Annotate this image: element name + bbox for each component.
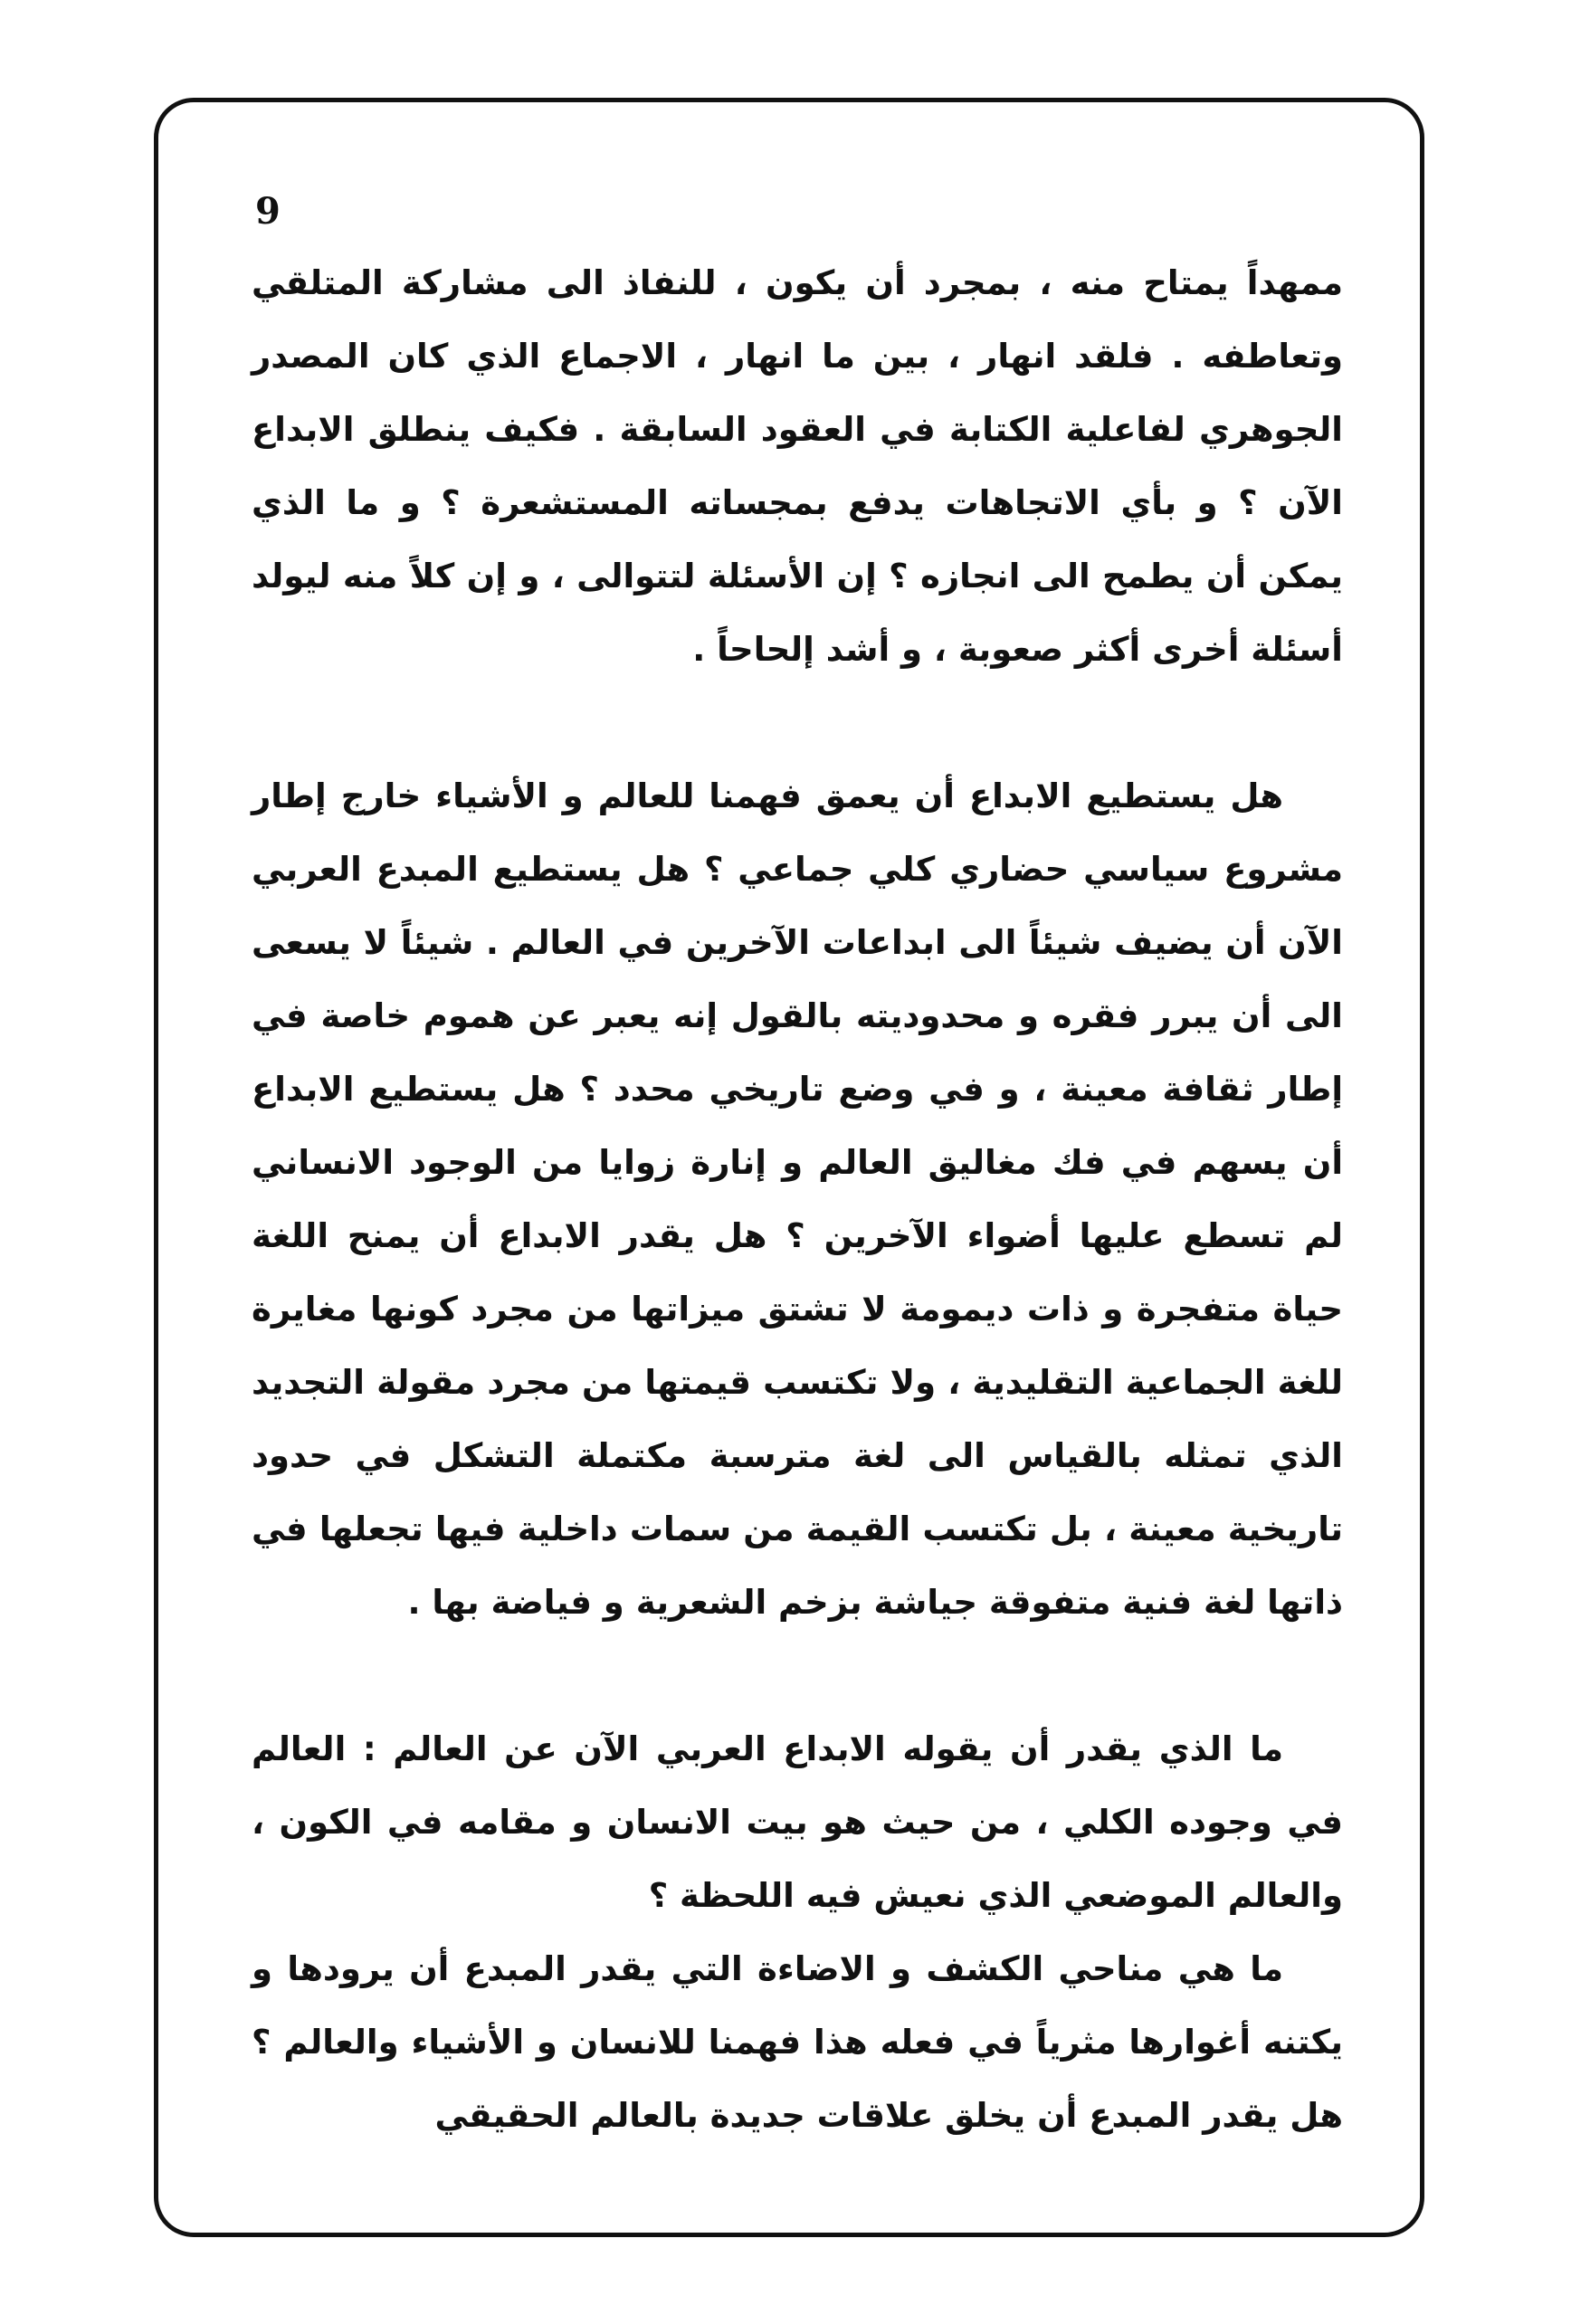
- paragraph-1: ممهداً يمتاح منه ، بمجرد أن يكون ، للنفاذ الى مشاركة المتلقي وتعاطفه . فلقد انهار ، بين ما انهار ، الاجماع الذي كان المصدر الجوهري لفاعلية الكتابة في العقود السابقة . فكيف ينطلق الابداع الآن ؟ و بأي الاتجاهات يدفع بمجساته المستشعرة ؟ و ما الذي يمكن أن يطمح الى انجازه ؟ إن الأسئلة لتتوالى ، و إن كلاً منه ليولد أسئلة أخرى أكثر صعوبة ، و أشد إلحاحاً .: [252, 263, 1343, 669]
- paragraph-spacer: [252, 1639, 1343, 1712]
- page-body: [252, 246, 1343, 2152]
- paragraph-3: ما الذي يقدر أن يقوله الابداع العربي الآن عن العالم : العالم في وجوده الكلي ، من حيث هو بيت الانسان و مقامه في الكون ، والعالم الموضعي الذي نعيش فيه اللحظة ؟: [252, 1729, 1343, 1915]
- paragraph-4: ما هي مناحي الكشف و الاضاءة التي يقدر المبدع أن يرودها و يكتنه أغوارها مثرياً في فعله هذا فهمنا للانسان و الأشياء والعالم ؟ هل يقدر المبدع أن يخلق علاقات جديدة بالعالم الحقيقي: [252, 1949, 1343, 2135]
- paragraph-spacer: [252, 686, 1343, 759]
- page-number: 9: [255, 190, 281, 233]
- paragraph-2: هل يستطيع الابداع أن يعمق فهمنا للعالم و الأشياء خارج إطار مشروع سياسي حضاري كلي جماعي ؟ هل يستطيع المبدع العربي الآن أن يضيف شيئاً الى ابداعات الآخرين في العالم . شيئاً لا يسعى الى أن يبرر فقره و محدوديته بالقول إنه يعبر عن هموم خاصة في إطار ثقافة معينة ، و في وضع تاريخي محدد ؟ هل يستطيع الابداع أن يسهم في فك مغاليق العالم و إنارة زوايا من الوجود الانساني لم تسطع عليها أضواء الآخرين ؟ هل يقدر الابداع أن يمنح اللغة حياة متفجرة و ذات ديمومة لا تشتق ميزاتها من مجرد كونها مغايرة للغة الجماعية التقليدية ، ولا تكتسب قيمتها من مجرد مقولة التجديد الذي تمثله بالقياس الى لغة مترسبة مكتملة التشكل في حدود تاريخية معينة ، بل تكتسب القيمة من سمات داخلية فيها تجعلها في ذاتها لغة فنية متفوقة جياشة بزخم الشعرية و فياضة بها .: [252, 776, 1343, 1622]
